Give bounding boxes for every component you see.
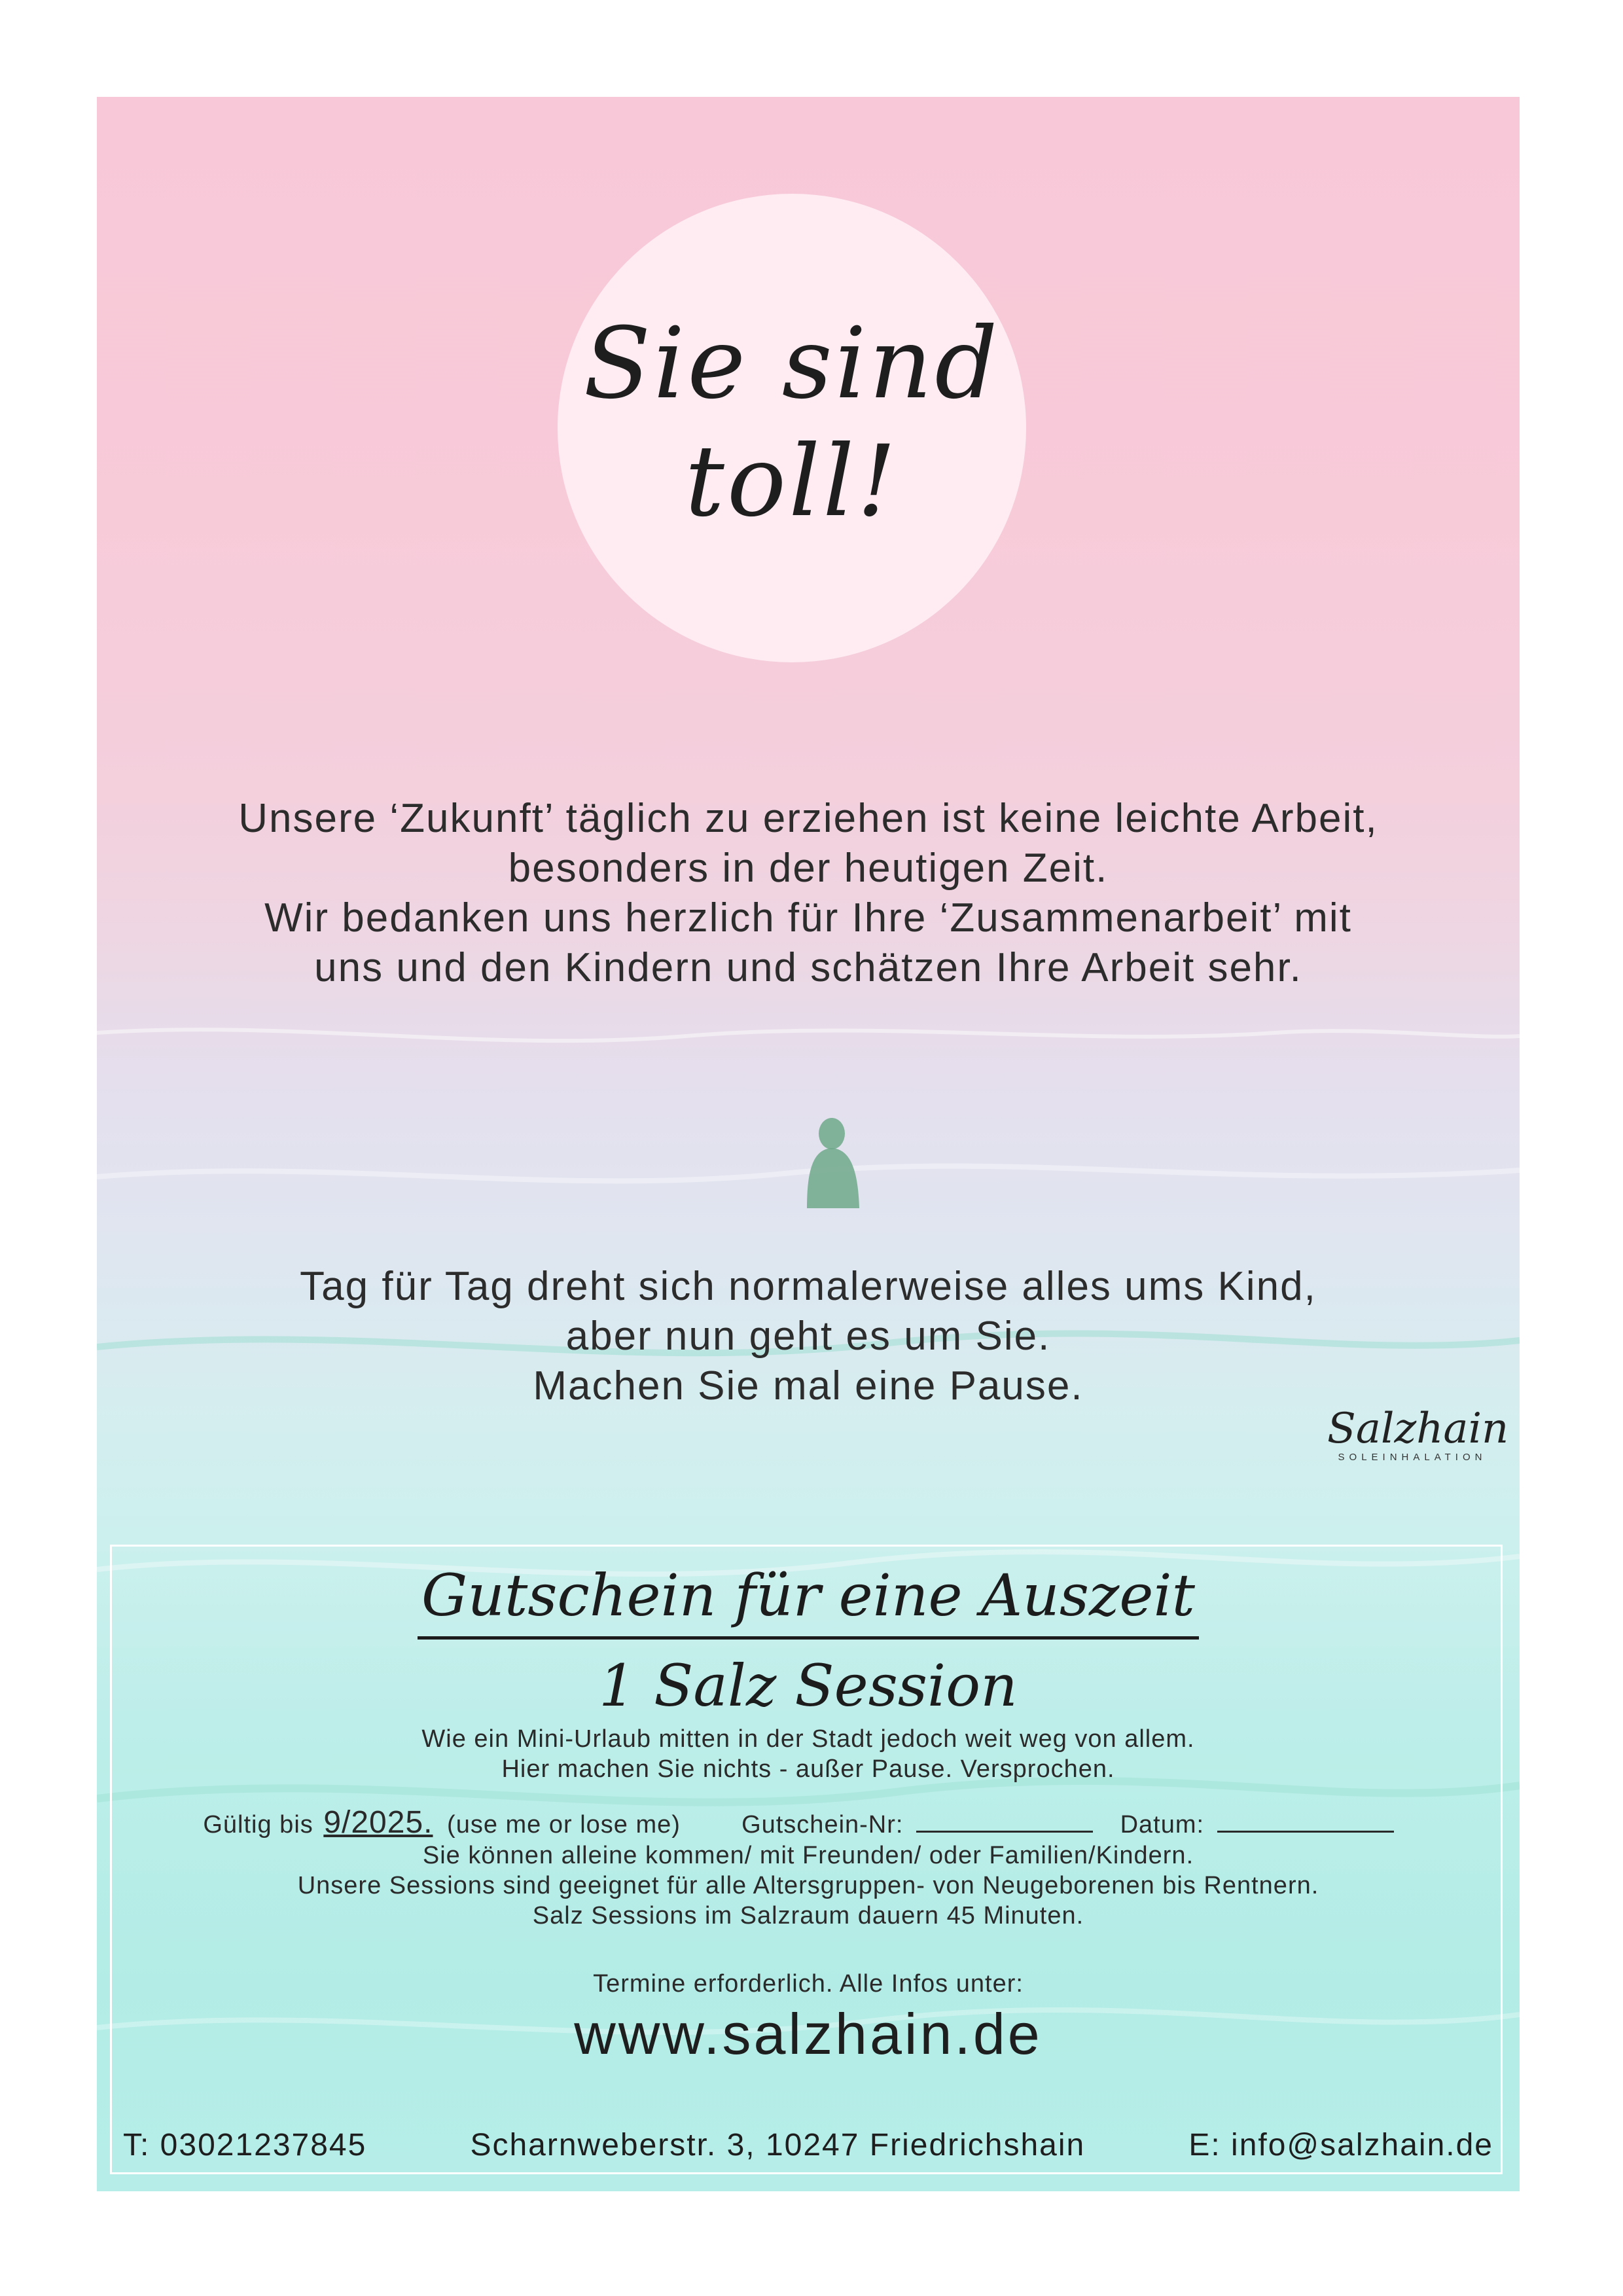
voucher-heading: [97, 1562, 1520, 1640]
voucher-heading-text: Gutschein für eine Auszeit: [418, 1562, 1199, 1640]
message-line: Wir bedanken uns herzlich für Ihre ‘Zusammenarbeit’ mit: [264, 895, 1352, 941]
message-line: Unsere ‘Zukunft’ täglich zu erziehen ist keine leichte Arbeit,: [238, 796, 1378, 841]
info-line: Salz Sessions im Salzraum dauern 45 Minuten.: [532, 1902, 1084, 1929]
date-field[interactable]: [1217, 1808, 1394, 1833]
voucher-intro: [97, 1724, 1520, 1784]
website-link[interactable]: www.salzhain.de: [574, 2001, 1043, 2066]
message-line: besonders in der heutigen Zeit.: [508, 846, 1109, 891]
address: Scharnweberstr. 3, 10247 Friedrichshain: [470, 2128, 1086, 2162]
logo-name: Salzhain: [1327, 1405, 1509, 1453]
date-label: Datum:: [1120, 1811, 1205, 1839]
appointment-note: Termine erforderlich. Alle Infos unter:: [593, 1970, 1024, 1998]
valid-note: (use me or lose me): [447, 1811, 681, 1839]
message-line: Machen Sie mal eine Pause.: [533, 1363, 1084, 1408]
voucher-number-field[interactable]: [916, 1808, 1093, 1833]
voucher-session-title: 1 Salz Session: [599, 1652, 1018, 1719]
voucher-info: [97, 1840, 1520, 1931]
email-address[interactable]: E: info@salzhain.de: [1188, 2128, 1493, 2162]
message-line: uns und den Kindern und schätzen Ihre Arbeit sehr.: [314, 945, 1302, 990]
thank-you-message: [97, 794, 1520, 993]
voucher-poster: [97, 97, 1520, 2191]
valid-value: 9/2025.: [323, 1805, 433, 1840]
page-title: Sie sind toll!: [583, 307, 1001, 539]
valid-label: Gültig bis: [203, 1811, 313, 1839]
swimmer-figure: [794, 1117, 872, 1208]
phone-number: T: 03021237845: [123, 2128, 367, 2162]
salzhain-logo: [1327, 1405, 1509, 1463]
message-line: Tag für Tag dreht sich normalerweise alles ums Kind,: [300, 1264, 1317, 1309]
message-line: aber nun geht es um Sie.: [565, 1314, 1051, 1359]
pause-message: [97, 1262, 1520, 1411]
logo-tagline: SOLEINHALATION: [1338, 1452, 1487, 1463]
intro-line: Wie ein Mini-Urlaub mitten in der Stadt jedoch weit weg von allem.: [421, 1725, 1195, 1753]
info-line: Unsere Sessions sind geeignet für alle Altersgruppen- von Neugeborenen bis Rentnern.: [297, 1872, 1319, 1899]
title-circle: [558, 194, 1026, 662]
intro-line: Hier machen Sie nichts - außer Pause. Versprochen.: [501, 1755, 1115, 1783]
info-line: Sie können alleine kommen/ mit Freunden/ oder Familien/Kindern.: [422, 1842, 1194, 1869]
contact-footer: [123, 2127, 1493, 2163]
voucher-number-label: Gutschein-Nr:: [741, 1811, 904, 1839]
voucher-details-row: [97, 1806, 1520, 1841]
